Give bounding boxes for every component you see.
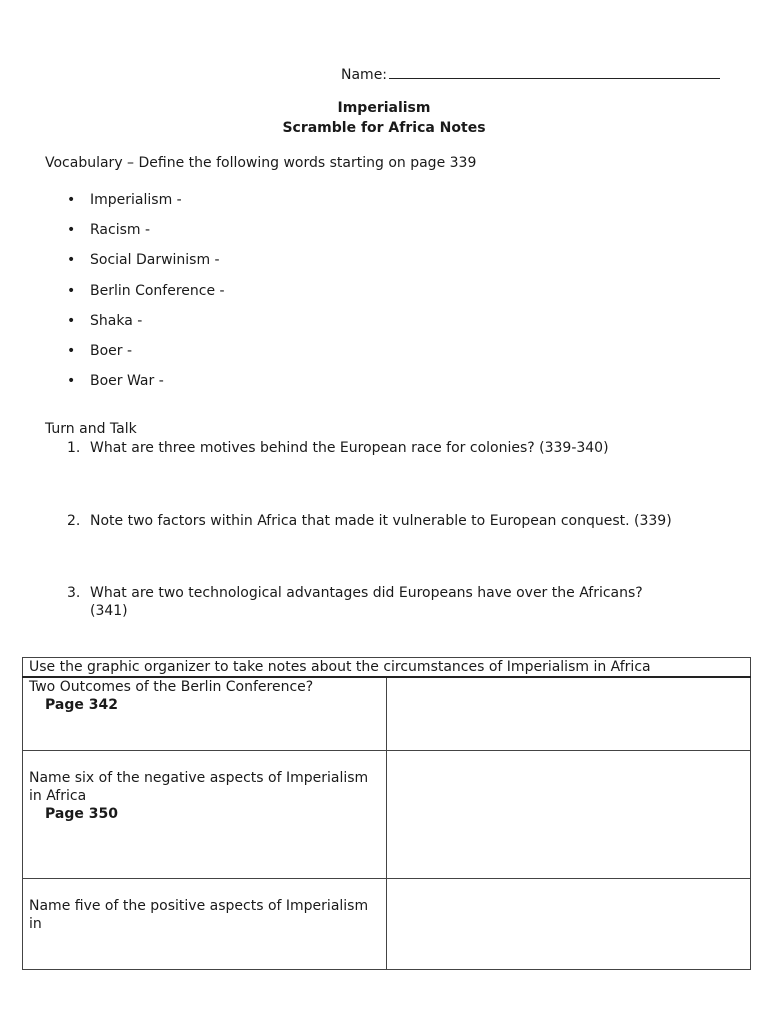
- name-blank-line[interactable]: [389, 64, 720, 79]
- notes-cell[interactable]: [387, 879, 751, 970]
- page-title: Imperialism: [337, 100, 431, 116]
- vocabulary-term: • Boer War -: [0, 373, 225, 403]
- vocabulary-term: • Berlin Conference -: [0, 283, 225, 313]
- vocabulary-term: • Shaka -: [0, 313, 225, 343]
- page-reference: Page 350: [45, 806, 118, 822]
- vocabulary-term: • Imperialism -: [0, 192, 225, 222]
- question-text: What are two technological advantages did Europeans have over the Africans?: [90, 585, 643, 601]
- page-reference: Page 342: [45, 697, 118, 713]
- table-row: [23, 751, 751, 879]
- row-prompt: [23, 677, 387, 751]
- prompt-text: Two Outcomes of the Berlin Conference?: [29, 679, 314, 695]
- question-number: 2.: [67, 513, 81, 529]
- vocabulary-term: • Boer -: [0, 343, 225, 373]
- notes-cell[interactable]: [387, 751, 751, 879]
- notes-cell[interactable]: [387, 677, 751, 751]
- page-bottom-margin: [0, 970, 768, 1024]
- question-text: Note two factors within Africa that made it vulnerable to European conquest. (339): [90, 513, 672, 529]
- question-3: [67, 585, 643, 601]
- prompt-text: Name five of the positive aspects of Imperialism in: [29, 898, 369, 932]
- name-field[interactable]: [341, 64, 720, 83]
- vocabulary-term: • Social Darwinism -: [0, 252, 225, 282]
- row-prompt: [23, 751, 387, 879]
- question-3-page-ref: (341): [90, 603, 128, 619]
- question-number: 3.: [67, 585, 81, 601]
- table-row: [23, 879, 751, 970]
- question-text: What are three motives behind the European race for colonies? (339-340): [90, 440, 609, 456]
- name-label: Name:: [341, 67, 388, 83]
- organizer-header: Use the graphic organizer to take notes about the circumstances of Imperialism in Africa: [23, 658, 751, 678]
- turn-and-talk-heading: Turn and Talk: [45, 421, 137, 437]
- question-1: [67, 440, 609, 456]
- question-2: [67, 513, 672, 529]
- prompt-text: Name six of the negative aspects of Imperialism in Africa: [29, 770, 369, 804]
- graphic-organizer-table: [22, 657, 751, 970]
- table-row: [23, 677, 751, 751]
- vocabulary-list: [0, 192, 225, 403]
- question-number: 1.: [67, 440, 81, 456]
- vocabulary-term: • Racism -: [0, 222, 225, 252]
- row-prompt: [23, 879, 387, 970]
- vocabulary-instructions: Vocabulary – Define the following words starting on page 339: [45, 155, 477, 171]
- page-subtitle: Scramble for Africa Notes: [282, 120, 486, 136]
